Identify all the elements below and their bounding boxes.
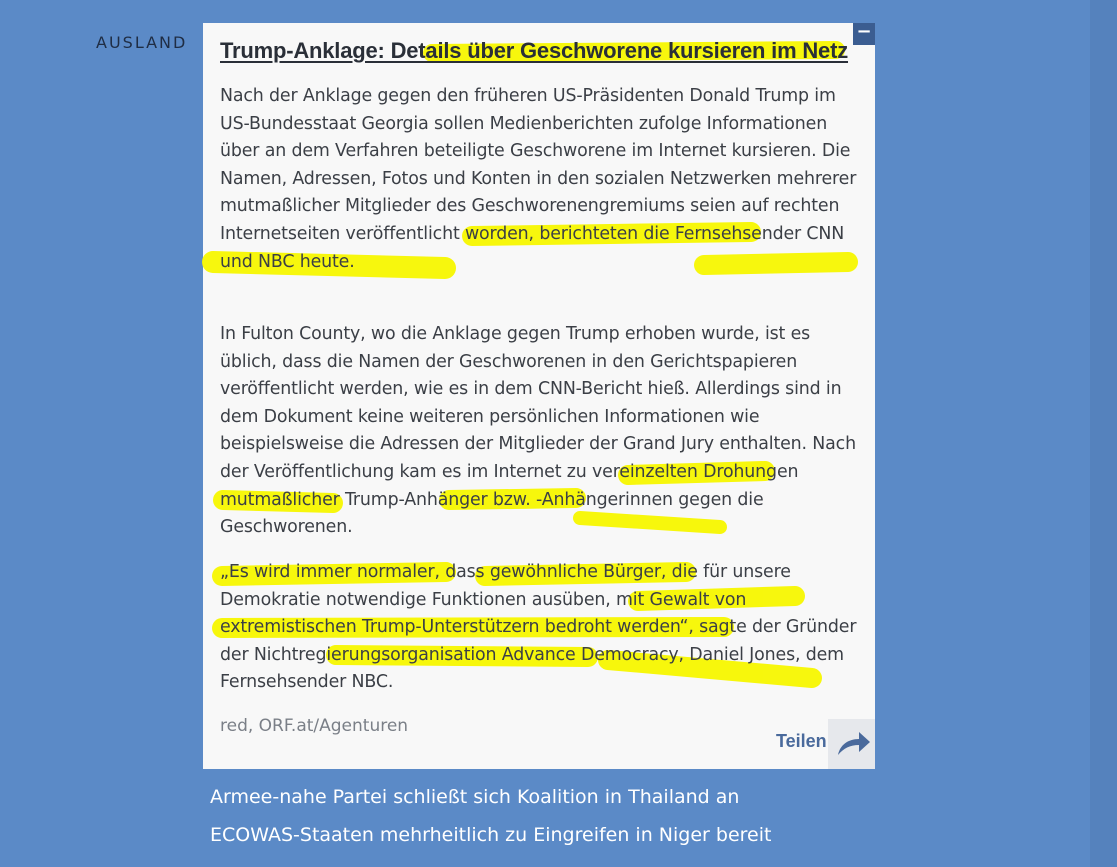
teaser-link-2[interactable]: ECOWAS-Staaten mehrheitlich zu Eingreifen in Niger bereit — [210, 824, 772, 846]
collapse-button[interactable]: − — [853, 23, 875, 45]
article-paragraph-3: „Es wird immer normaler, dass gewöhnliche Bürger, die für unsere Demokratie notwendige Funktionen ausüben, mit Gewalt von extremistischen Trump-Unterstützern bedroht werden“, sagte der Gründer der Nichtregierungsorganisation Advance Democracy, Daniel Jones, dem Fernsehsender NBC. — [220, 562, 857, 693]
teaser-link-1[interactable]: Armee-nahe Partei schließt sich Koalition in Thailand an — [210, 786, 740, 808]
share-button[interactable] — [828, 719, 875, 769]
article-title: Trump-Anklage: Details über Geschworene kursieren im Netz — [220, 38, 849, 63]
share-button-label[interactable]: Teilen — [776, 731, 827, 751]
right-edge-strip — [1090, 0, 1117, 867]
article-paragraph-1: Nach der Anklage gegen den früheren US-Präsidenten Donald Trump im US-Bundesstaat Georgia sollen Medienberichten zufolge Informationen über an dem Verfahren beteiligte Geschworene im Internet kursieren. Die Namen, Adressen, Fotos und Konten in den sozialen Netzwerken mehrerer mutmaßlicher Mitglieder des Geschworenengremiums seien auf rechten Internetseiten veröffentlicht worden, berichteten die Fernsehsender CNN und NBC heute. — [220, 86, 857, 272]
section-label: AUSLAND — [96, 33, 188, 52]
article-paragraph-2: In Fulton County, wo die Anklage gegen Trump erhoben wurde, ist es üblich, dass die Namen der Geschworenen in den Gerichtspapieren veröffentlicht werden, wie es in dem CNN-Bericht hieß. Allerdings sind in dem Dokument keine weiteren persönlichen Informationen wie beispielsweise die Adressen der Mitglieder der Grand Jury enthalten. Nach der Veröffentlichung kam es im Internet zu vereinzelten Drohungen mutmaßlicher Trump-Anhänger bzw. -Anhängerinnen gegen die Geschworenen. — [220, 324, 856, 538]
share-arrow-icon — [828, 719, 875, 769]
article-source: red, ORF.at/Agenturen — [220, 716, 409, 736]
